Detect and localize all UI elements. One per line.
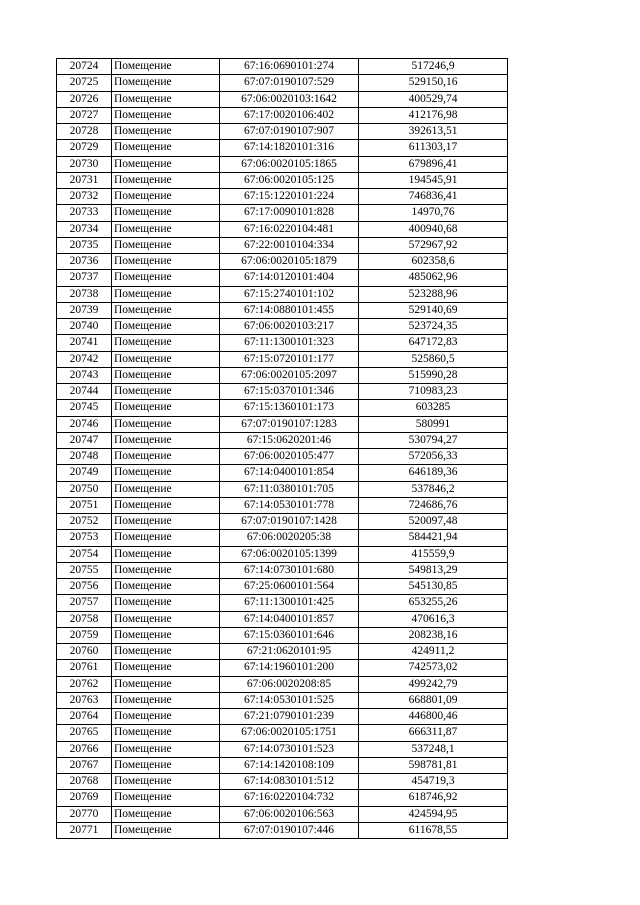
table-row bbox=[57, 627, 508, 643]
cadastral-number-cell: 67:06:0020105:1865 bbox=[220, 156, 359, 172]
cadastral-number-cell: 67:14:1960101:200 bbox=[220, 660, 359, 676]
cadastral-number-cell: 67:06:0020106:563 bbox=[220, 806, 359, 822]
row-number-cell: 20730 bbox=[57, 156, 112, 172]
cadastral-value-cell: 530794,27 bbox=[359, 432, 508, 448]
row-number-cell: 20760 bbox=[57, 644, 112, 660]
object-type-cell: Помещение bbox=[112, 351, 220, 367]
object-type-cell: Помещение bbox=[112, 774, 220, 790]
cadastral-value-cell: 412176,98 bbox=[359, 107, 508, 123]
table-row bbox=[57, 124, 508, 140]
cadastral-number-cell: 67:14:0880101:455 bbox=[220, 302, 359, 318]
cadastral-number-cell: 67:14:0730101:680 bbox=[220, 562, 359, 578]
table-row bbox=[57, 91, 508, 107]
cadastral-value-cell: 580991 bbox=[359, 416, 508, 432]
object-type-cell: Помещение bbox=[112, 611, 220, 627]
table-row bbox=[57, 319, 508, 335]
object-type-cell: Помещение bbox=[112, 465, 220, 481]
cadastral-value-cell: 470616,3 bbox=[359, 611, 508, 627]
table-row bbox=[57, 546, 508, 562]
row-number-cell: 20758 bbox=[57, 611, 112, 627]
cadastral-value-cell: 710983,23 bbox=[359, 384, 508, 400]
cadastral-value-cell: 485062,96 bbox=[359, 270, 508, 286]
cadastral-value-cell: 194545,91 bbox=[359, 172, 508, 188]
object-type-cell: Помещение bbox=[112, 497, 220, 513]
table-row bbox=[57, 530, 508, 546]
row-number-cell: 20738 bbox=[57, 286, 112, 302]
cadastral-number-cell: 67:17:0020106:402 bbox=[220, 107, 359, 123]
cadastral-number-cell: 67:07:0190107:1283 bbox=[220, 416, 359, 432]
object-type-cell: Помещение bbox=[112, 627, 220, 643]
cadastral-value-cell: 611303,17 bbox=[359, 140, 508, 156]
cadastral-value-cell: 515990,28 bbox=[359, 367, 508, 383]
row-number-cell: 20741 bbox=[57, 335, 112, 351]
table-row bbox=[57, 465, 508, 481]
cadastral-number-cell: 67:06:0020105:1399 bbox=[220, 546, 359, 562]
cadastral-value-cell: 520097,48 bbox=[359, 514, 508, 530]
object-type-cell: Помещение bbox=[112, 806, 220, 822]
object-type-cell: Помещение bbox=[112, 367, 220, 383]
table-row bbox=[57, 237, 508, 253]
object-type-cell: Помещение bbox=[112, 790, 220, 806]
object-type-cell: Помещение bbox=[112, 709, 220, 725]
row-number-cell: 20764 bbox=[57, 709, 112, 725]
object-type-cell: Помещение bbox=[112, 644, 220, 660]
row-number-cell: 20743 bbox=[57, 367, 112, 383]
cadastral-value-cell: 572056,33 bbox=[359, 449, 508, 465]
table-row bbox=[57, 562, 508, 578]
row-number-cell: 20755 bbox=[57, 562, 112, 578]
cadastral-value-cell: 499242,79 bbox=[359, 676, 508, 692]
row-number-cell: 20767 bbox=[57, 757, 112, 773]
row-number-cell: 20735 bbox=[57, 237, 112, 253]
cadastral-value-cell: 611678,55 bbox=[359, 822, 508, 838]
table-row bbox=[57, 790, 508, 806]
object-type-cell: Помещение bbox=[112, 91, 220, 107]
table-row bbox=[57, 449, 508, 465]
cadastral-number-cell: 67:06:0020105:477 bbox=[220, 449, 359, 465]
cadastral-number-cell: 67:11:1300101:323 bbox=[220, 335, 359, 351]
object-type-cell: Помещение bbox=[112, 156, 220, 172]
cadastral-number-cell: 67:21:0620101:95 bbox=[220, 644, 359, 660]
cadastral-number-cell: 67:06:0020103:217 bbox=[220, 319, 359, 335]
row-number-cell: 20763 bbox=[57, 692, 112, 708]
row-number-cell: 20769 bbox=[57, 790, 112, 806]
object-type-cell: Помещение bbox=[112, 416, 220, 432]
cadastral-number-cell: 67:15:0370101:346 bbox=[220, 384, 359, 400]
cadastral-number-cell: 67:06:0020105:1879 bbox=[220, 254, 359, 270]
table-row bbox=[57, 709, 508, 725]
object-type-cell: Помещение bbox=[112, 676, 220, 692]
row-number-cell: 20728 bbox=[57, 124, 112, 140]
cadastral-number-cell: 67:16:0220104:732 bbox=[220, 790, 359, 806]
cadastral-number-cell: 67:14:0530101:525 bbox=[220, 692, 359, 708]
cadastral-value-cell: 679896,41 bbox=[359, 156, 508, 172]
row-number-cell: 20724 bbox=[57, 59, 112, 75]
table-row bbox=[57, 741, 508, 757]
table-row bbox=[57, 335, 508, 351]
row-number-cell: 20757 bbox=[57, 595, 112, 611]
object-type-cell: Помещение bbox=[112, 124, 220, 140]
cadastral-value-cell: 666311,87 bbox=[359, 725, 508, 741]
object-type-cell: Помещение bbox=[112, 205, 220, 221]
object-type-cell: Помещение bbox=[112, 432, 220, 448]
table-row bbox=[57, 611, 508, 627]
cadastral-value-cell: 646189,36 bbox=[359, 465, 508, 481]
table-row bbox=[57, 806, 508, 822]
cadastral-number-cell: 67:07:0190107:446 bbox=[220, 822, 359, 838]
cadastral-number-cell: 67:16:0220104:481 bbox=[220, 221, 359, 237]
cadastral-value-cell: 653255,26 bbox=[359, 595, 508, 611]
cadastral-number-cell: 67:21:0790101:239 bbox=[220, 709, 359, 725]
table-row bbox=[57, 205, 508, 221]
row-number-cell: 20746 bbox=[57, 416, 112, 432]
object-type-cell: Помещение bbox=[112, 270, 220, 286]
cadastral-number-cell: 67:07:0190107:1428 bbox=[220, 514, 359, 530]
object-type-cell: Помещение bbox=[112, 107, 220, 123]
cadastral-value-cell: 424911,2 bbox=[359, 644, 508, 660]
table-row bbox=[57, 75, 508, 91]
cadastral-number-cell: 67:15:0720101:177 bbox=[220, 351, 359, 367]
row-number-cell: 20751 bbox=[57, 497, 112, 513]
cadastral-value-cell: 208238,16 bbox=[359, 627, 508, 643]
object-type-cell: Помещение bbox=[112, 75, 220, 91]
cadastral-value-cell: 400940,68 bbox=[359, 221, 508, 237]
row-number-cell: 20771 bbox=[57, 822, 112, 838]
object-type-cell: Помещение bbox=[112, 237, 220, 253]
table-row bbox=[57, 400, 508, 416]
object-type-cell: Помещение bbox=[112, 579, 220, 595]
cadastral-value-cell: 724686,76 bbox=[359, 497, 508, 513]
object-type-cell: Помещение bbox=[112, 660, 220, 676]
object-type-cell: Помещение bbox=[112, 546, 220, 562]
table-row bbox=[57, 140, 508, 156]
row-number-cell: 20740 bbox=[57, 319, 112, 335]
table-row bbox=[57, 644, 508, 660]
table-row bbox=[57, 367, 508, 383]
object-type-cell: Помещение bbox=[112, 254, 220, 270]
cadastral-number-cell: 67:14:0830101:512 bbox=[220, 774, 359, 790]
table-row bbox=[57, 172, 508, 188]
object-type-cell: Помещение bbox=[112, 172, 220, 188]
cadastral-value-cell: 746836,41 bbox=[359, 189, 508, 205]
cadastral-value-cell: 400529,74 bbox=[359, 91, 508, 107]
object-type-cell: Помещение bbox=[112, 140, 220, 156]
cadastral-value-cell: 446800,46 bbox=[359, 709, 508, 725]
row-number-cell: 20749 bbox=[57, 465, 112, 481]
cadastral-value-cell: 537248,1 bbox=[359, 741, 508, 757]
table-row bbox=[57, 514, 508, 530]
cadastral-value-cell: 584421,94 bbox=[359, 530, 508, 546]
cadastral-number-cell: 67:25:0600101:564 bbox=[220, 579, 359, 595]
table-row bbox=[57, 822, 508, 838]
cadastral-value-cell: 392613,51 bbox=[359, 124, 508, 140]
cadastral-value-cell: 523724,35 bbox=[359, 319, 508, 335]
cadastral-value-cell: 529140,69 bbox=[359, 302, 508, 318]
cadastral-number-cell: 67:06:0020205:38 bbox=[220, 530, 359, 546]
cadastral-number-cell: 67:15:0360101:646 bbox=[220, 627, 359, 643]
cadastral-value-cell: 668801,09 bbox=[359, 692, 508, 708]
object-type-cell: Помещение bbox=[112, 725, 220, 741]
cadastral-number-cell: 67:06:0020208:85 bbox=[220, 676, 359, 692]
row-number-cell: 20766 bbox=[57, 741, 112, 757]
object-type-cell: Помещение bbox=[112, 530, 220, 546]
cadastral-number-cell: 67:15:2740101:102 bbox=[220, 286, 359, 302]
object-type-cell: Помещение bbox=[112, 562, 220, 578]
cadastral-number-cell: 67:14:1820101:316 bbox=[220, 140, 359, 156]
row-number-cell: 20725 bbox=[57, 75, 112, 91]
row-number-cell: 20731 bbox=[57, 172, 112, 188]
row-number-cell: 20739 bbox=[57, 302, 112, 318]
cadastral-number-cell: 67:14:0400101:854 bbox=[220, 465, 359, 481]
cadastral-number-cell: 67:06:0020105:125 bbox=[220, 172, 359, 188]
object-type-cell: Помещение bbox=[112, 822, 220, 838]
object-type-cell: Помещение bbox=[112, 319, 220, 335]
cadastral-number-cell: 67:14:0400101:857 bbox=[220, 611, 359, 627]
row-number-cell: 20737 bbox=[57, 270, 112, 286]
table-body bbox=[57, 59, 508, 839]
table-row bbox=[57, 286, 508, 302]
cadastral-number-cell: 67:11:1300101:425 bbox=[220, 595, 359, 611]
object-type-cell: Помещение bbox=[112, 757, 220, 773]
object-type-cell: Помещение bbox=[112, 335, 220, 351]
cadastral-value-cell: 545130,85 bbox=[359, 579, 508, 595]
cadastral-number-cell: 67:16:0690101:274 bbox=[220, 59, 359, 75]
row-number-cell: 20732 bbox=[57, 189, 112, 205]
cadastral-value-cell: 529150,16 bbox=[359, 75, 508, 91]
object-type-cell: Помещение bbox=[112, 286, 220, 302]
row-number-cell: 20752 bbox=[57, 514, 112, 530]
row-number-cell: 20750 bbox=[57, 481, 112, 497]
table-row bbox=[57, 156, 508, 172]
table-row bbox=[57, 432, 508, 448]
cadastral-value-cell: 525860,5 bbox=[359, 351, 508, 367]
cadastral-number-cell: 67:06:0020105:1751 bbox=[220, 725, 359, 741]
table-row bbox=[57, 774, 508, 790]
object-type-cell: Помещение bbox=[112, 741, 220, 757]
object-type-cell: Помещение bbox=[112, 59, 220, 75]
row-number-cell: 20765 bbox=[57, 725, 112, 741]
table-row bbox=[57, 189, 508, 205]
table-row bbox=[57, 692, 508, 708]
table-row bbox=[57, 270, 508, 286]
table-row bbox=[57, 384, 508, 400]
row-number-cell: 20745 bbox=[57, 400, 112, 416]
cadastral-number-cell: 67:15:1360101:173 bbox=[220, 400, 359, 416]
row-number-cell: 20736 bbox=[57, 254, 112, 270]
table-row bbox=[57, 59, 508, 75]
row-number-cell: 20762 bbox=[57, 676, 112, 692]
object-type-cell: Помещение bbox=[112, 595, 220, 611]
cadastral-value-table bbox=[56, 58, 508, 839]
object-type-cell: Помещение bbox=[112, 189, 220, 205]
cadastral-value-cell: 549813,29 bbox=[359, 562, 508, 578]
cadastral-number-cell: 67:15:1220101:224 bbox=[220, 189, 359, 205]
cadastral-value-cell: 572967,92 bbox=[359, 237, 508, 253]
table-row bbox=[57, 676, 508, 692]
row-number-cell: 20742 bbox=[57, 351, 112, 367]
cadastral-value-cell: 647172,83 bbox=[359, 335, 508, 351]
table-row bbox=[57, 579, 508, 595]
row-number-cell: 20770 bbox=[57, 806, 112, 822]
cadastral-value-cell: 517246,9 bbox=[359, 59, 508, 75]
object-type-cell: Помещение bbox=[112, 481, 220, 497]
object-type-cell: Помещение bbox=[112, 221, 220, 237]
cadastral-number-cell: 67:07:0190107:529 bbox=[220, 75, 359, 91]
table-row bbox=[57, 725, 508, 741]
row-number-cell: 20744 bbox=[57, 384, 112, 400]
cadastral-number-cell: 67:06:0020103:1642 bbox=[220, 91, 359, 107]
cadastral-number-cell: 67:14:0120101:404 bbox=[220, 270, 359, 286]
cadastral-number-cell: 67:17:0090101:828 bbox=[220, 205, 359, 221]
table-row bbox=[57, 416, 508, 432]
row-number-cell: 20754 bbox=[57, 546, 112, 562]
row-number-cell: 20733 bbox=[57, 205, 112, 221]
cadastral-number-cell: 67:11:0380101:705 bbox=[220, 481, 359, 497]
cadastral-value-cell: 602358,6 bbox=[359, 254, 508, 270]
object-type-cell: Помещение bbox=[112, 514, 220, 530]
table-row bbox=[57, 497, 508, 513]
table-row bbox=[57, 595, 508, 611]
cadastral-number-cell: 67:15:0620201:46 bbox=[220, 432, 359, 448]
object-type-cell: Помещение bbox=[112, 449, 220, 465]
table-row bbox=[57, 254, 508, 270]
object-type-cell: Помещение bbox=[112, 384, 220, 400]
cadastral-value-cell: 523288,96 bbox=[359, 286, 508, 302]
table-row bbox=[57, 302, 508, 318]
cadastral-number-cell: 67:07:0190107:907 bbox=[220, 124, 359, 140]
object-type-cell: Помещение bbox=[112, 302, 220, 318]
table-row bbox=[57, 221, 508, 237]
cadastral-value-cell: 598781,81 bbox=[359, 757, 508, 773]
cadastral-number-cell: 67:22:0010104:334 bbox=[220, 237, 359, 253]
table-row bbox=[57, 481, 508, 497]
cadastral-number-cell: 67:14:0730101:523 bbox=[220, 741, 359, 757]
row-number-cell: 20753 bbox=[57, 530, 112, 546]
cadastral-number-cell: 67:06:0020105:2097 bbox=[220, 367, 359, 383]
object-type-cell: Помещение bbox=[112, 400, 220, 416]
row-number-cell: 20747 bbox=[57, 432, 112, 448]
row-number-cell: 20756 bbox=[57, 579, 112, 595]
row-number-cell: 20761 bbox=[57, 660, 112, 676]
table-row bbox=[57, 660, 508, 676]
cadastral-value-cell: 454719,3 bbox=[359, 774, 508, 790]
cadastral-value-cell: 603285 bbox=[359, 400, 508, 416]
cadastral-value-cell: 618746,92 bbox=[359, 790, 508, 806]
row-number-cell: 20726 bbox=[57, 91, 112, 107]
cadastral-value-cell: 415559,9 bbox=[359, 546, 508, 562]
cadastral-value-cell: 14970,76 bbox=[359, 205, 508, 221]
object-type-cell: Помещение bbox=[112, 692, 220, 708]
table-row bbox=[57, 351, 508, 367]
row-number-cell: 20759 bbox=[57, 627, 112, 643]
cadastral-value-cell: 537846,2 bbox=[359, 481, 508, 497]
row-number-cell: 20734 bbox=[57, 221, 112, 237]
table-row bbox=[57, 757, 508, 773]
cadastral-number-cell: 67:14:0530101:778 bbox=[220, 497, 359, 513]
table-row bbox=[57, 107, 508, 123]
row-number-cell: 20748 bbox=[57, 449, 112, 465]
row-number-cell: 20727 bbox=[57, 107, 112, 123]
cadastral-value-cell: 742573,02 bbox=[359, 660, 508, 676]
cadastral-number-cell: 67:14:1420108:109 bbox=[220, 757, 359, 773]
row-number-cell: 20729 bbox=[57, 140, 112, 156]
row-number-cell: 20768 bbox=[57, 774, 112, 790]
cadastral-value-cell: 424594,95 bbox=[359, 806, 508, 822]
